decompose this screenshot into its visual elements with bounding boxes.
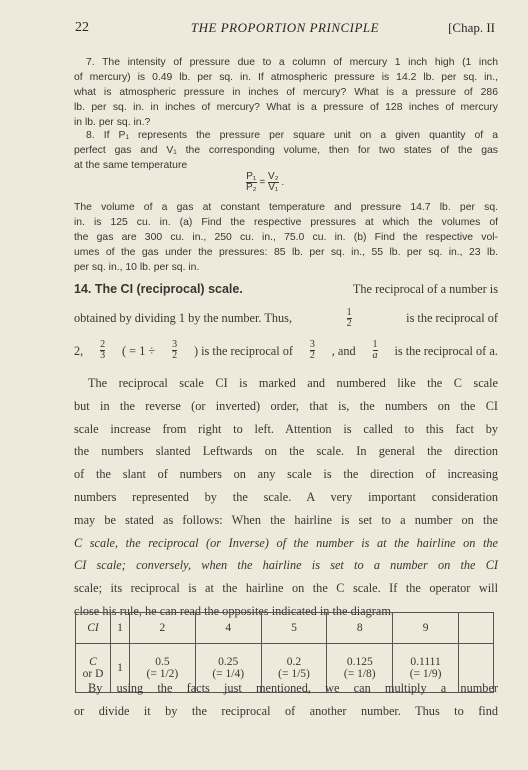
formula-period: . (281, 177, 285, 188)
table-cell: 5 (261, 613, 327, 644)
reciprocal-fraction: (= 1/2) (146, 668, 179, 680)
table-row (76, 613, 494, 644)
text-line: scale increase from right to left. Attention is called to this fact by (74, 421, 498, 436)
ci-scale-paragraph (74, 372, 498, 623)
reciprocal-value: 0.2 (286, 656, 302, 668)
row-label-c: C (89, 656, 97, 668)
fraction-three-halves-b (310, 340, 315, 361)
text-line: at the same temperature (74, 160, 188, 171)
text-line: numbers represented by the scale. A very important consideration (74, 489, 498, 504)
fraction-den: 2 (172, 350, 178, 362)
text-line: The reciprocal scale CI is marked and numbered like the C scale (88, 376, 498, 390)
text-line: of mercury) is 0.49 lb. per sq. in. If atmospheric pressure is 14.2 lb. per sq. in., (74, 72, 498, 83)
text-line: CI scale; conversely, when the hairline is set to a number on the CI (74, 558, 498, 573)
text-line: close his rule, he can read the opposites indicated in the diagram. (74, 603, 394, 618)
table-cell: 9 (393, 613, 459, 644)
fraction-den: 3 (100, 350, 106, 362)
row-label-or-d: or D (82, 668, 104, 680)
text-segment: 2, (74, 343, 84, 358)
text-line: but in the reverse (or inverted) order, that is, the numbers on the CI (74, 398, 498, 413)
text-line: 8. If P₁ represents the pressure per square unit on a given quantity of a (86, 130, 498, 141)
text-line: 7. The intensity of pressure due to a column of mercury 1 inch high (1 inch (86, 57, 498, 68)
page-number: 22 (75, 20, 89, 35)
table-cell-empty (459, 613, 494, 644)
reciprocal-fraction: (= 1/9) (409, 668, 442, 680)
formula-left-num: P₁ (246, 171, 257, 182)
text-line: perfect gas and V₁ the corresponding volume, then for two states of the gas (74, 145, 498, 156)
text-segment: ) is the reciprocal of (193, 343, 293, 358)
fraction-num: 1 (346, 306, 352, 318)
fraction-num: 2 (100, 339, 106, 351)
fraction-den: a (372, 350, 378, 362)
text-line: lb. per sq. in. in inches of mercury? What is a pressure of 128 inches of mercury (74, 102, 498, 113)
problem-8-continued (74, 200, 498, 275)
text-line: the numbers slanted Leftwards on the scale. In general the direction (74, 444, 498, 459)
reciprocal-fraction: (= 1/5) (278, 668, 310, 680)
text-line: umes of the gas under the pressures: 85 lb. per sq. in., 55 lb. per sq. in., 23 lb. (74, 247, 498, 258)
fraction-den: 2 (309, 350, 315, 362)
gas-law-formula (246, 172, 306, 193)
text-line: what is atmospheric pressure in inches of mercury? What is a pressure of 286 (74, 87, 498, 98)
problem-8 (74, 128, 498, 173)
text-line: in lb. per sq. in.? (74, 117, 151, 128)
table-cell: 2 (130, 613, 196, 644)
fraction-num: 1 (372, 339, 378, 351)
table-cell: 1 (111, 644, 130, 693)
formula-right-num: V₂ (267, 171, 279, 182)
text-segment: ( = 1 ÷ (122, 343, 156, 358)
fraction-den: 2 (346, 317, 352, 329)
text-line: The reciprocal of a number is (352, 282, 498, 296)
text-segment: obtained by dividing 1 by the number. Thus, (74, 310, 293, 325)
reciprocal-value: 0.125 (346, 656, 373, 668)
reciprocal-example-line (74, 340, 498, 363)
fraction-one-half (347, 308, 352, 329)
reciprocal-definition-line (74, 307, 498, 330)
reciprocal-fraction: (= 1/4) (212, 668, 245, 680)
table-cell: 1 (111, 613, 130, 644)
text-line: per sq. in., 10 lb. per sq. in. (74, 262, 200, 273)
section-heading-line (74, 278, 498, 301)
formula-equals: = (259, 177, 266, 188)
formula-right-fraction (268, 172, 279, 193)
closing-paragraph (74, 677, 498, 723)
row-label-ci: CI (76, 613, 111, 644)
table-cell: 4 (195, 613, 261, 644)
table-cell: 8 (327, 613, 393, 644)
fraction-num: 3 (172, 339, 178, 351)
fraction-two-thirds (100, 340, 105, 361)
text-line: By using the facts just mentioned, we can multiply a number (88, 681, 498, 695)
text-line: The volume of a gas at constant temperature and pressure 14.7 lb. per sq. (74, 202, 498, 213)
text-line: scale; its reciprocal is at the hairline on the C scale. If the operator will (74, 581, 498, 596)
fraction-three-halves (172, 340, 177, 361)
problem-7 (74, 55, 498, 130)
chapter-label: [Chap. II (448, 20, 495, 35)
fraction-num: 3 (309, 339, 315, 351)
section-heading: 14. The CI (reciprocal) scale. (74, 282, 243, 296)
fraction-one-over-a (373, 340, 378, 361)
formula-left-den: P₂ (246, 182, 257, 193)
text-segment: is the reciprocal of (406, 310, 498, 325)
reciprocal-value: 0.5 (155, 656, 170, 668)
running-header (75, 20, 495, 40)
text-line: in. is 125 cu. in. (a) Find the respective pressures at which the volumes of (74, 217, 498, 228)
text-segment: , and (331, 343, 356, 358)
running-title: THE PROPORTION PRINCIPLE (190, 20, 380, 35)
reciprocal-value: 0.1111 (410, 656, 441, 668)
section-14 (74, 278, 498, 362)
text-line: may be stated as follows: When the hairline is set to a number on the (74, 512, 498, 527)
text-line: the gas are 300 cu. in., 250 cu. in., 75.0 cu. in. (b) Find the respective vol- (74, 232, 498, 243)
formula-right-den: V₁ (268, 182, 279, 193)
reciprocal-fraction: (= 1/8) (343, 668, 376, 680)
text-line: C scale, the reciprocal (or Inverse) of the number is at the hairline on the (74, 535, 498, 550)
formula-left-fraction (246, 172, 257, 193)
text-line: of the slant of numbers on any scale is the direction of increasing (74, 467, 498, 482)
text-line: or divide it by the reciprocal of another number. Thus to find (74, 703, 498, 718)
reciprocal-value: 0.25 (218, 656, 239, 668)
text-segment: is the reciprocal of a. (394, 343, 498, 358)
